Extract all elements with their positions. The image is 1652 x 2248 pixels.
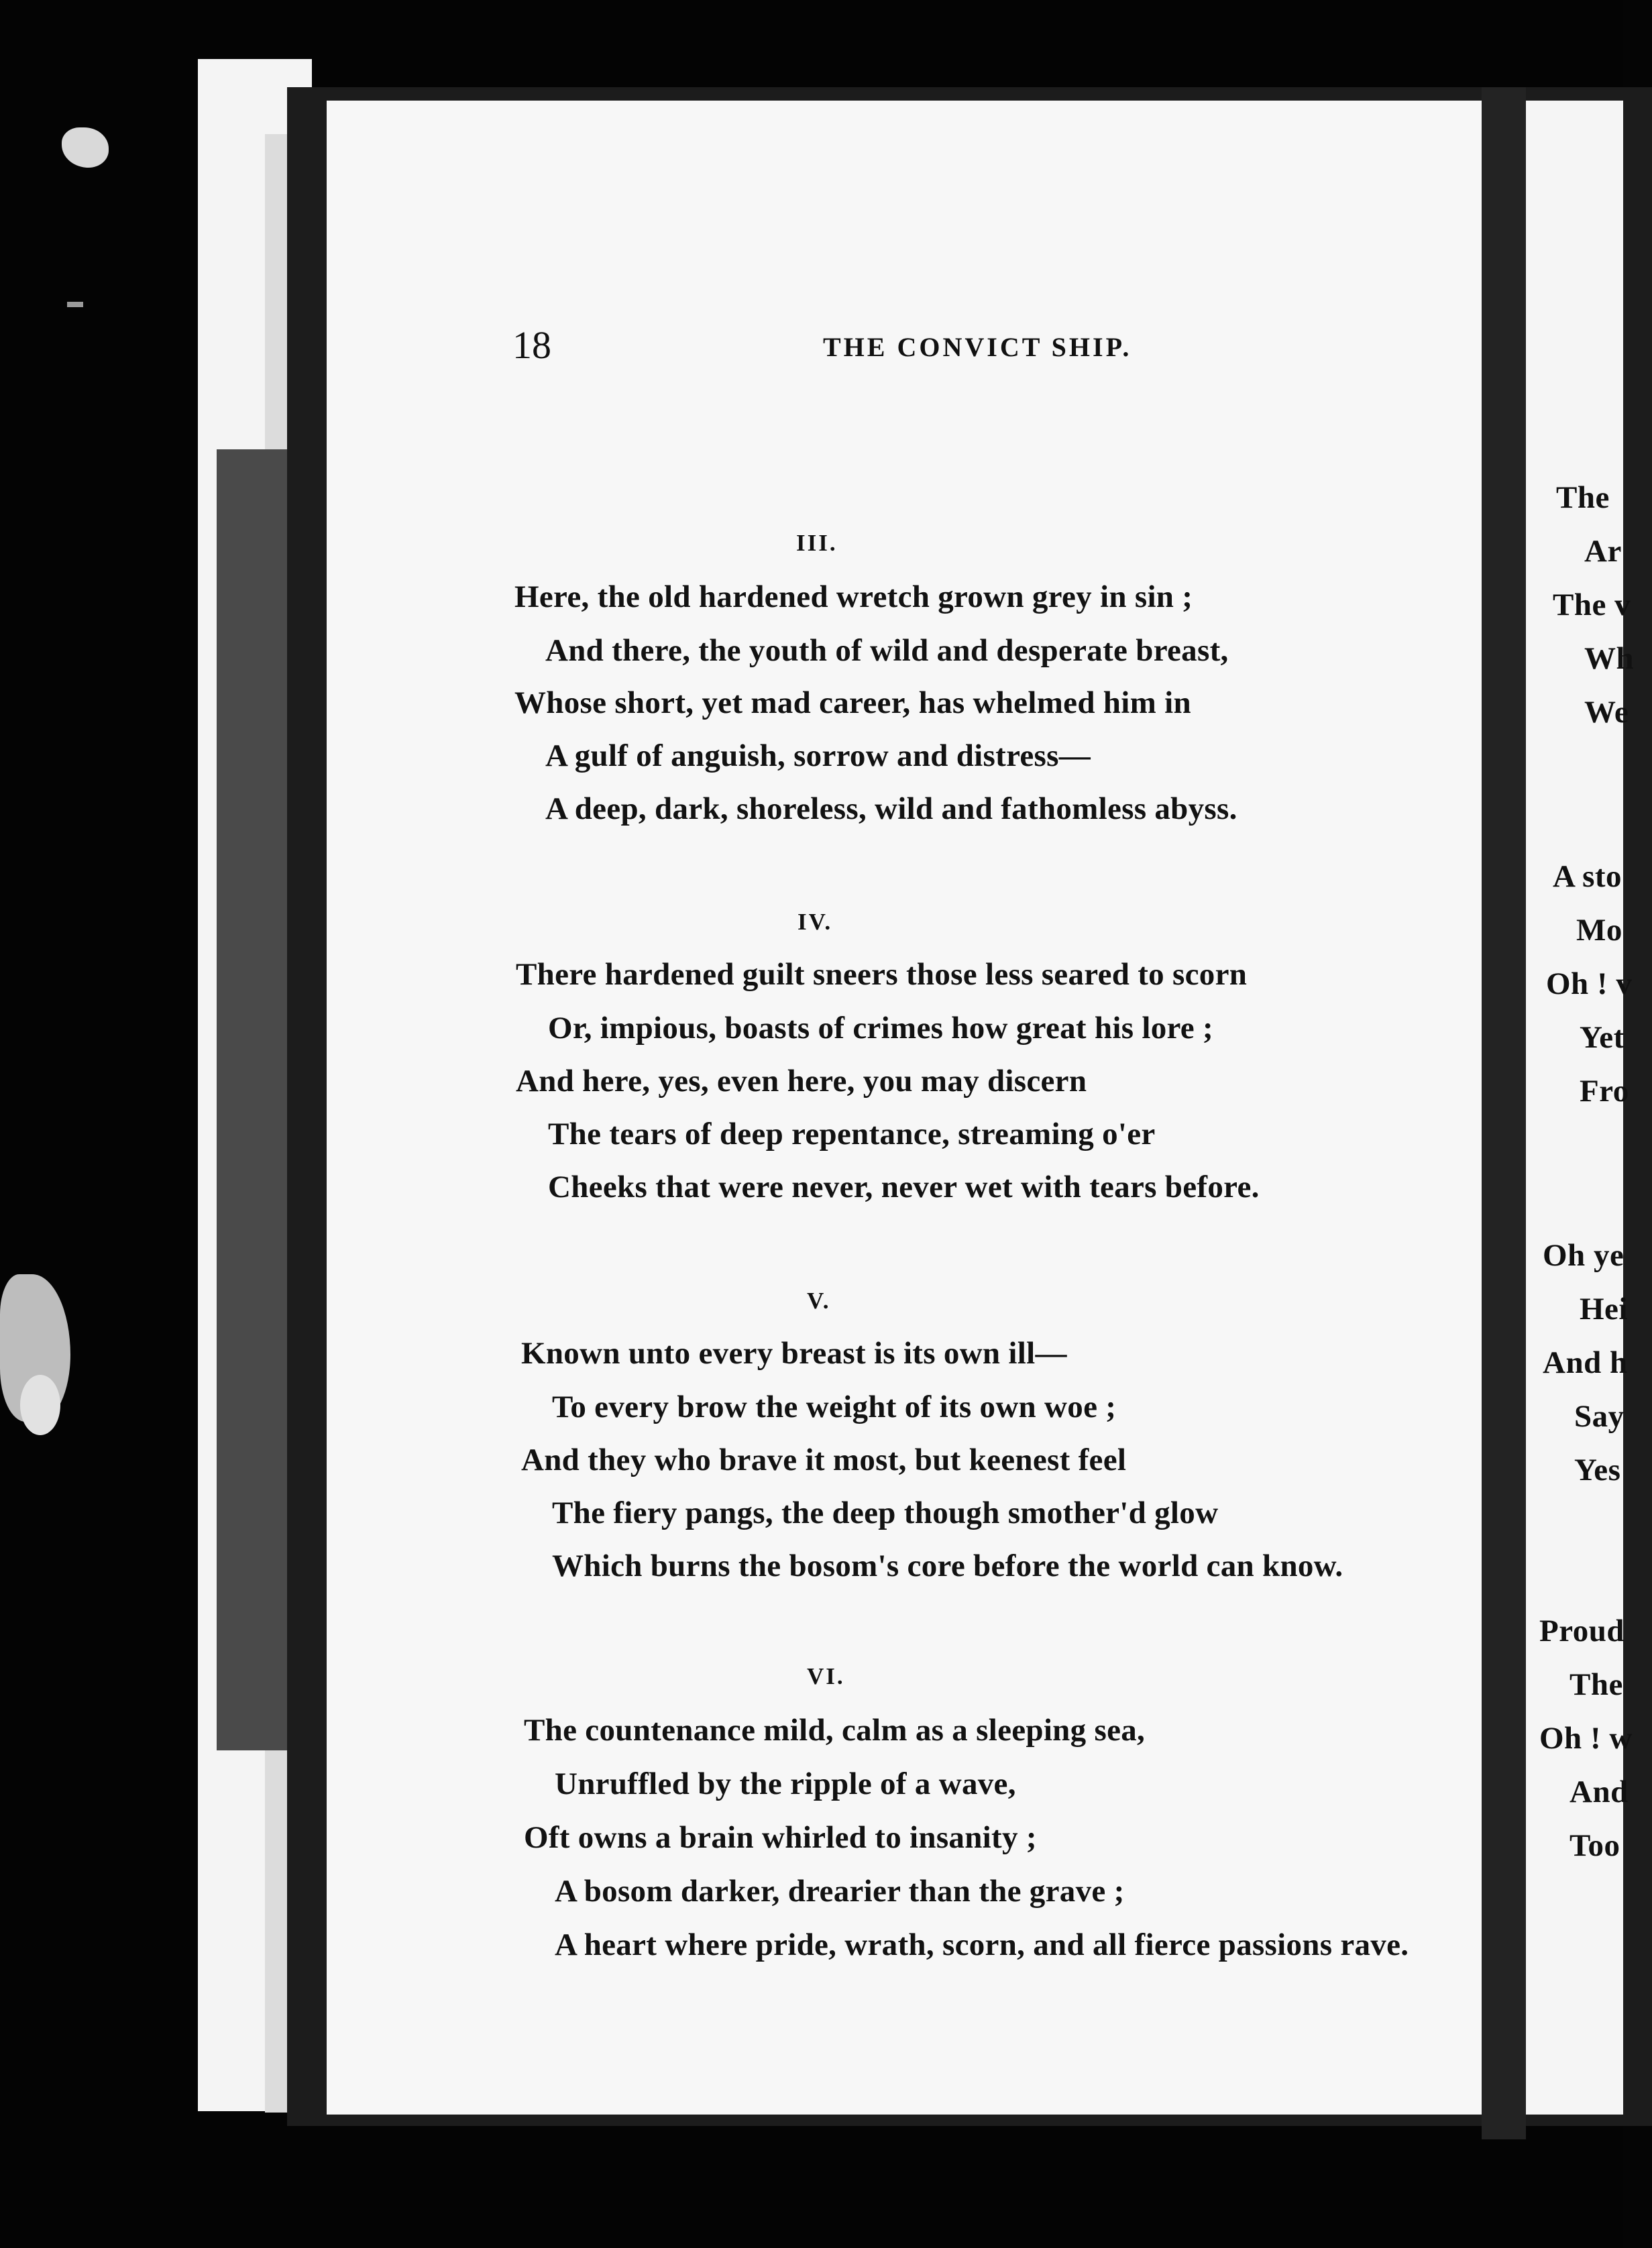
stanza-numeral: III. <box>796 530 838 556</box>
verse-line: Oft owns a brain whirled to insanity ; <box>524 1820 1037 1855</box>
cover-board <box>217 449 290 1750</box>
verse-line: Or, impious, boasts of crimes how great his lore ; <box>548 1011 1213 1046</box>
book-page <box>327 101 1482 2115</box>
facing-fragment: Mo <box>1576 913 1622 948</box>
facing-fragment: Proud <box>1539 1614 1625 1648</box>
facing-fragment: And <box>1570 1775 1629 1809</box>
book-gutter <box>1482 87 1526 2139</box>
verse-line: A heart where pride, wrath, scorn, and all fierce passions rave. <box>555 1927 1409 1962</box>
facing-fragment: Yet <box>1580 1020 1625 1055</box>
verse-line: To every brow the weight of its own woe ; <box>552 1390 1117 1424</box>
facing-fragment: Ar <box>1584 534 1622 569</box>
verse-line: And there, the youth of wild and desperate breast, <box>545 633 1229 668</box>
facing-fragment: Oh ye <box>1543 1238 1625 1273</box>
facing-fragment: We <box>1584 695 1629 730</box>
running-title: THE CONVICT SHIP. <box>823 332 1132 362</box>
verse-line: The tears of deep repentance, streaming o'er <box>548 1117 1156 1151</box>
verse-line: And here, yes, even here, you may discern <box>516 1064 1087 1099</box>
facing-fragment: The <box>1556 480 1610 515</box>
verse-line: The fiery pangs, the deep though smother'd glow <box>552 1496 1219 1530</box>
dust-speck <box>67 302 83 307</box>
facing-fragment: Hei <box>1580 1292 1628 1327</box>
facing-fragment: The v <box>1553 587 1631 622</box>
verse-line: Cheeks that were never, never wet with tears before. <box>548 1170 1260 1204</box>
verse-line: A bosom darker, drearier than the grave ; <box>555 1874 1125 1909</box>
verse-line: Known unto every breast is its own ill— <box>521 1336 1067 1371</box>
facing-fragment: And h <box>1543 1345 1628 1380</box>
facing-page <box>1526 101 1635 2115</box>
facing-fragment: The <box>1570 1667 1623 1702</box>
facing-fragment: Too <box>1570 1828 1620 1863</box>
page-number: 18 <box>512 323 551 367</box>
facing-fragment: Fro <box>1580 1074 1629 1109</box>
facing-fragment: Wh <box>1584 641 1635 676</box>
verse-line: Here, the old hardened wretch grown grey in sin ; <box>514 579 1193 614</box>
facing-fragment: Yes <box>1574 1453 1621 1487</box>
facing-fragment: Say <box>1574 1399 1625 1434</box>
dust-speck <box>20 1375 60 1435</box>
verse-line: Which burns the bosom's core before the world can know. <box>552 1549 1343 1583</box>
running-head <box>327 322 1482 369</box>
verse-line: There hardened guilt sneers those less seared to scorn <box>516 957 1248 992</box>
verse-line: A deep, dark, shoreless, wild and fathomless abyss. <box>545 791 1237 826</box>
verse-line: The countenance mild, calm as a sleeping sea, <box>524 1713 1146 1748</box>
facing-fragment: Oh ! v <box>1546 966 1633 1001</box>
stanza-numeral: VI. <box>807 1663 845 1689</box>
verse-line: A gulf of anguish, sorrow and distress— <box>545 738 1091 773</box>
facing-fragment: A sto <box>1553 859 1622 894</box>
verse-line: Whose short, yet mad career, has whelmed him in <box>514 685 1191 720</box>
verse-line: And they who brave it most, but keenest feel <box>521 1443 1127 1477</box>
stanza-numeral: IV. <box>797 909 833 935</box>
stanza-numeral: V. <box>807 1288 831 1314</box>
facing-fragment: Oh ! w <box>1539 1721 1633 1756</box>
verse-line: Unruffled by the ripple of a wave, <box>555 1766 1016 1801</box>
